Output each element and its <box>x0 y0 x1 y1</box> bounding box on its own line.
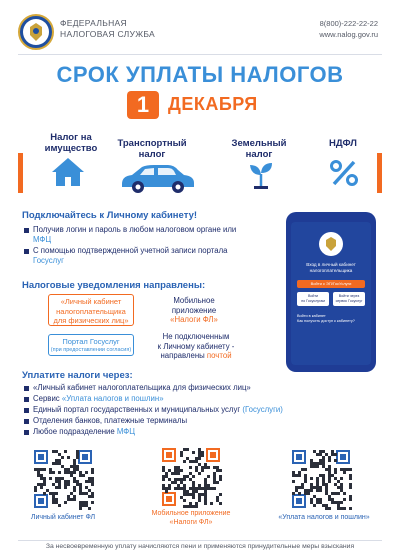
header-divider <box>18 54 382 55</box>
tax-land-label-2: налог <box>245 149 273 160</box>
qr-code-payment[interactable] <box>290 448 352 510</box>
qr-caption-app-line1: Мобильное приложение <box>151 510 231 517</box>
notice-lk-line2: налогоплательщика <box>56 306 126 316</box>
right-accent-bar <box>377 153 382 193</box>
footer-warning: За несвоевременную уплату начисляются пени и применяются принудительные меры взыскания <box>45 543 355 550</box>
notice-gosuslugi-line1: Портал Госуслуг <box>62 337 120 346</box>
tax-transport-label-1: Транспортный <box>117 138 187 149</box>
pay-heading: Уплатите налоги через: <box>22 370 133 381</box>
notice-lk-box <box>48 294 134 326</box>
pay-item-2-text: Сервис <box>33 394 60 403</box>
phone-small-link-2[interactable]: Как получить доступ к кабинету? <box>297 319 355 323</box>
qr-caption-lk-line1: Личный кабинет ФЛ <box>30 514 96 521</box>
due-month: ДЕКАБРЯ <box>168 94 258 114</box>
qr-code-lk[interactable] <box>32 448 94 510</box>
gosuslugi-link[interactable]: Госуслуг <box>33 256 64 265</box>
tax-transport-label-2: налог <box>138 149 166 160</box>
phone-screen <box>291 222 371 365</box>
website-link[interactable]: www.nalog.gov.ru <box>319 30 378 39</box>
qr-caption-app <box>132 510 250 527</box>
sprout-icon <box>248 160 274 195</box>
tax-transport-label <box>112 138 192 160</box>
phone-small-link-1[interactable]: Войти в кабинет <box>297 314 326 318</box>
notice-mail-line1: Не подключенным <box>162 332 230 341</box>
notice-lk-line1: «Личный кабинет <box>60 297 122 306</box>
notice-app-line3: «Налоги ФЛ» <box>170 315 218 324</box>
org-name-line2: НАЛОГОВАЯ СЛУЖБА <box>60 29 156 39</box>
mfc-link[interactable]: МФЦ <box>33 235 52 244</box>
car-icon <box>118 162 198 199</box>
phone-emblem-icon <box>319 232 343 256</box>
lk-bullet-2-text: С помощью подтвержденной учетной записи портала <box>33 246 228 255</box>
qr-caption-payment <box>268 514 380 523</box>
notifications-heading: Налоговые уведомления направлены: <box>22 280 206 291</box>
org-name-line1: ФЕДЕРАЛЬНАЯ <box>60 18 127 28</box>
pay-item-3-text: Единый портал государственных и муниципальных услуг <box>33 405 241 414</box>
qr-caption-payment-line1: «Уплата налогов и пошлин» <box>278 514 370 521</box>
pay-service-link[interactable]: «Уплата налогов и пошлин» <box>61 394 164 403</box>
house-icon <box>50 156 86 193</box>
hotline-phone: 8(800)-222-22-22 <box>319 19 378 28</box>
pay-item-5 <box>33 427 373 437</box>
footer-divider <box>18 540 382 541</box>
qr-caption-lk <box>8 514 118 523</box>
tax-land-label <box>224 138 294 160</box>
qr-code-app[interactable] <box>160 446 222 508</box>
phone-login-line2: налогоплательщика <box>309 268 353 273</box>
tax-land-label-1: Земельный <box>231 138 287 149</box>
fns-emblem-logo <box>18 14 54 50</box>
phone-login-line1: Вход в личный кабинет <box>306 262 356 267</box>
tax-property-label-1: Налог на <box>50 132 92 143</box>
tax-ndfl-label <box>318 138 368 149</box>
pay-item-2 <box>33 394 373 404</box>
lk-bullet-1 <box>33 225 283 245</box>
percent-icon <box>330 160 358 191</box>
phone-tile-2-line2: сервис Госуслуг <box>335 299 363 303</box>
phone-login-text <box>291 262 371 274</box>
notice-app <box>154 296 234 325</box>
phone-small-links <box>297 314 365 324</box>
notice-lk-line3: для физических лиц» <box>53 316 129 325</box>
notice-app-line2: приложение <box>171 305 217 315</box>
tax-property-label <box>36 132 106 154</box>
notice-mail-line2: к Личному кабинету - <box>157 341 235 351</box>
pay-item-1: «Личный кабинет налогоплательщика для физических лиц» <box>33 383 373 393</box>
tax-ndfl-label-1: НДФЛ <box>329 138 357 149</box>
phone-login-button[interactable]: Войти с ЭП/ГосУслуги <box>297 280 365 288</box>
page-title: СРОК УПЛАТЫ НАЛОГОВ <box>56 62 344 87</box>
lk-heading: Подключайтесь к Личному кабинету! <box>22 210 198 221</box>
lk-bullet-1-text: Получив логин и пароль в любом налоговом органе или <box>33 225 237 234</box>
pay-gosuslugi-link[interactable]: (Госуслуги) <box>242 405 283 414</box>
notice-gosuslugi-line2: (при предоставлении согласия) <box>50 346 132 353</box>
pay-item-4: Отделения банков, платежные терминалы <box>33 416 373 426</box>
phone-tile-1-line2: по Госуслугам <box>301 299 325 303</box>
phone-tile-2[interactable] <box>333 292 365 306</box>
due-day-badge: 1 <box>127 91 159 119</box>
lk-bullet-2 <box>33 246 283 266</box>
tax-property-label-2: имущество <box>44 143 98 154</box>
org-name <box>60 18 155 40</box>
phone-tile-1-line1: Войти <box>307 294 319 298</box>
phone-tile-2-line1: Войти через <box>338 294 360 298</box>
notice-mail-line3: направлены <box>160 351 205 360</box>
contacts <box>319 18 378 40</box>
pay-mfc-link[interactable]: МФЦ <box>116 427 135 436</box>
pay-item-3 <box>33 405 383 415</box>
notice-mail-post: почтой <box>206 351 232 360</box>
notice-app-line1: Мобильное <box>173 296 215 305</box>
pay-item-5-text: Любое подразделение <box>33 427 115 436</box>
left-accent-bar <box>18 153 23 193</box>
qr-caption-app-line2: «Налоги ФЛ» <box>169 518 213 526</box>
phone-tile-1[interactable] <box>297 292 329 306</box>
notice-gosuslugi-box <box>48 334 134 356</box>
notice-mail <box>150 332 242 361</box>
